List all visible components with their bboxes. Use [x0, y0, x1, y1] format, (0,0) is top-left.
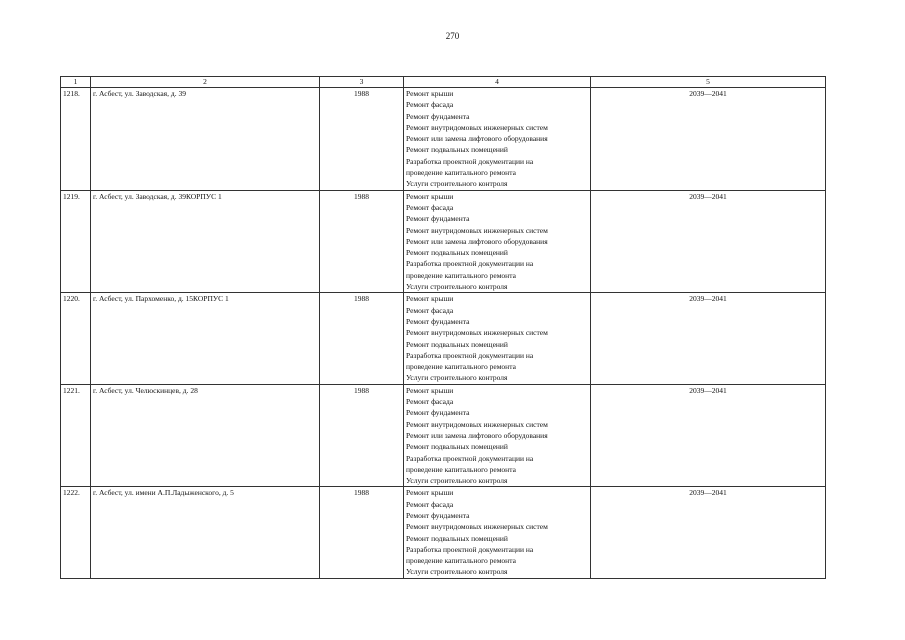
- period-cell: 2039—2041: [591, 487, 826, 578]
- works-cell: [404, 384, 591, 487]
- period-cell: 2039—2041: [591, 88, 826, 191]
- page-number: 270: [445, 31, 460, 41]
- table-row: [61, 190, 826, 293]
- build-year-cell: 1988: [320, 190, 404, 293]
- row-number-cell: 1219.: [61, 190, 91, 293]
- build-year-cell: 1988: [320, 487, 404, 578]
- table-row: [61, 293, 826, 384]
- work-item: проведение капитального ремонта: [406, 362, 516, 372]
- work-item: Ремонт подвальных помещений: [406, 145, 508, 155]
- work-item: Ремонт внутридомовых инженерных систем: [406, 419, 548, 429]
- address-cell: г. Асбест, ул. Пархоменко, д. 15КОРПУС 1: [91, 293, 320, 384]
- work-item: проведение капитального ремонта: [406, 464, 516, 474]
- header-cell-address: 2: [91, 77, 320, 88]
- work-item: проведение капитального ремонта: [406, 270, 516, 280]
- row-number-cell: 1220.: [61, 293, 91, 384]
- table-header: [61, 77, 826, 88]
- work-item: Ремонт или замена лифтового оборудования: [406, 430, 548, 440]
- work-item: Ремонт фасада: [406, 397, 454, 407]
- work-item: Ремонт подвальных помещений: [406, 442, 508, 452]
- table-row: [61, 384, 826, 487]
- work-item: Ремонт внутридомовых инженерных систем: [406, 225, 548, 235]
- work-item: Ремонт фасада: [406, 305, 454, 315]
- header-row: [61, 77, 826, 88]
- table-row: [61, 487, 826, 578]
- work-item: Услуги строительного контроля: [406, 567, 508, 577]
- work-item: Ремонт фундамента: [406, 510, 470, 520]
- work-item: Ремонт фундамента: [406, 214, 470, 224]
- work-item: Ремонт крыши: [406, 488, 454, 498]
- works-cell: [404, 293, 591, 384]
- period-cell: 2039—2041: [591, 293, 826, 384]
- work-item: Услуги строительного контроля: [406, 476, 508, 486]
- work-item: Ремонт подвальных помещений: [406, 533, 508, 543]
- work-item: проведение капитального ремонта: [406, 556, 516, 566]
- work-item: Разработка проектной документации на: [406, 156, 534, 166]
- work-item: Ремонт подвальных помещений: [406, 248, 508, 258]
- work-item: Разработка проектной документации на: [406, 453, 534, 463]
- work-item: Ремонт подвальных помещений: [406, 339, 508, 349]
- work-item: Ремонт фасада: [406, 100, 454, 110]
- row-number-cell: 1221.: [61, 384, 91, 487]
- work-item: Ремонт крыши: [406, 191, 454, 201]
- row-number-cell: 1218.: [61, 88, 91, 191]
- build-year-cell: 1988: [320, 88, 404, 191]
- work-item: Разработка проектной документации на: [406, 350, 534, 360]
- header-cell-year: 3: [320, 77, 404, 88]
- work-item: Ремонт фундамента: [406, 408, 470, 418]
- work-item: Разработка проектной документации на: [406, 259, 534, 269]
- repair-schedule-table: [60, 76, 826, 579]
- address-cell: г. Асбест, ул. Челюскинцев, д. 28: [91, 384, 320, 487]
- work-item: Ремонт или замена лифтового оборудования: [406, 236, 548, 246]
- work-item: Услуги строительного контроля: [406, 282, 508, 292]
- work-item: Ремонт или замена лифтового оборудования: [406, 134, 548, 144]
- work-item: проведение капитального ремонта: [406, 168, 516, 178]
- address-cell: г. Асбест, ул. имени А.П.Ладыженского, д. 5: [91, 487, 320, 578]
- address-cell: г. Асбест, ул. Заводская, д. 39: [91, 88, 320, 191]
- work-item: Ремонт фундамента: [406, 111, 470, 121]
- works-cell: [404, 190, 591, 293]
- work-item: Ремонт фасада: [406, 202, 454, 212]
- work-item: Ремонт фасада: [406, 499, 454, 509]
- work-item: Ремонт крыши: [406, 385, 454, 395]
- row-number-cell: 1222.: [61, 487, 91, 578]
- build-year-cell: 1988: [320, 384, 404, 487]
- work-item: Ремонт внутридомовых инженерных систем: [406, 328, 548, 338]
- work-item: Ремонт фундамента: [406, 316, 470, 326]
- work-item: Ремонт внутридомовых инженерных систем: [406, 122, 548, 132]
- work-item: Ремонт внутридомовых инженерных систем: [406, 522, 548, 532]
- build-year-cell: 1988: [320, 293, 404, 384]
- work-item: Услуги строительного контроля: [406, 179, 508, 189]
- work-item: Ремонт крыши: [406, 294, 454, 304]
- address-cell: г. Асбест, ул. Заводская, д. 39КОРПУС 1: [91, 190, 320, 293]
- work-item: Разработка проектной документации на: [406, 544, 534, 554]
- period-cell: 2039—2041: [591, 190, 826, 293]
- header-cell-period: 5: [591, 77, 826, 88]
- table-body: [61, 88, 826, 579]
- header-cell-works: 4: [404, 77, 591, 88]
- header-cell-number: 1: [61, 77, 91, 88]
- works-cell: [404, 88, 591, 191]
- work-item: Ремонт крыши: [406, 89, 454, 98]
- work-item: Услуги строительного контроля: [406, 373, 508, 383]
- works-cell: [404, 487, 591, 578]
- period-cell: 2039—2041: [591, 384, 826, 487]
- table-row: [61, 88, 826, 191]
